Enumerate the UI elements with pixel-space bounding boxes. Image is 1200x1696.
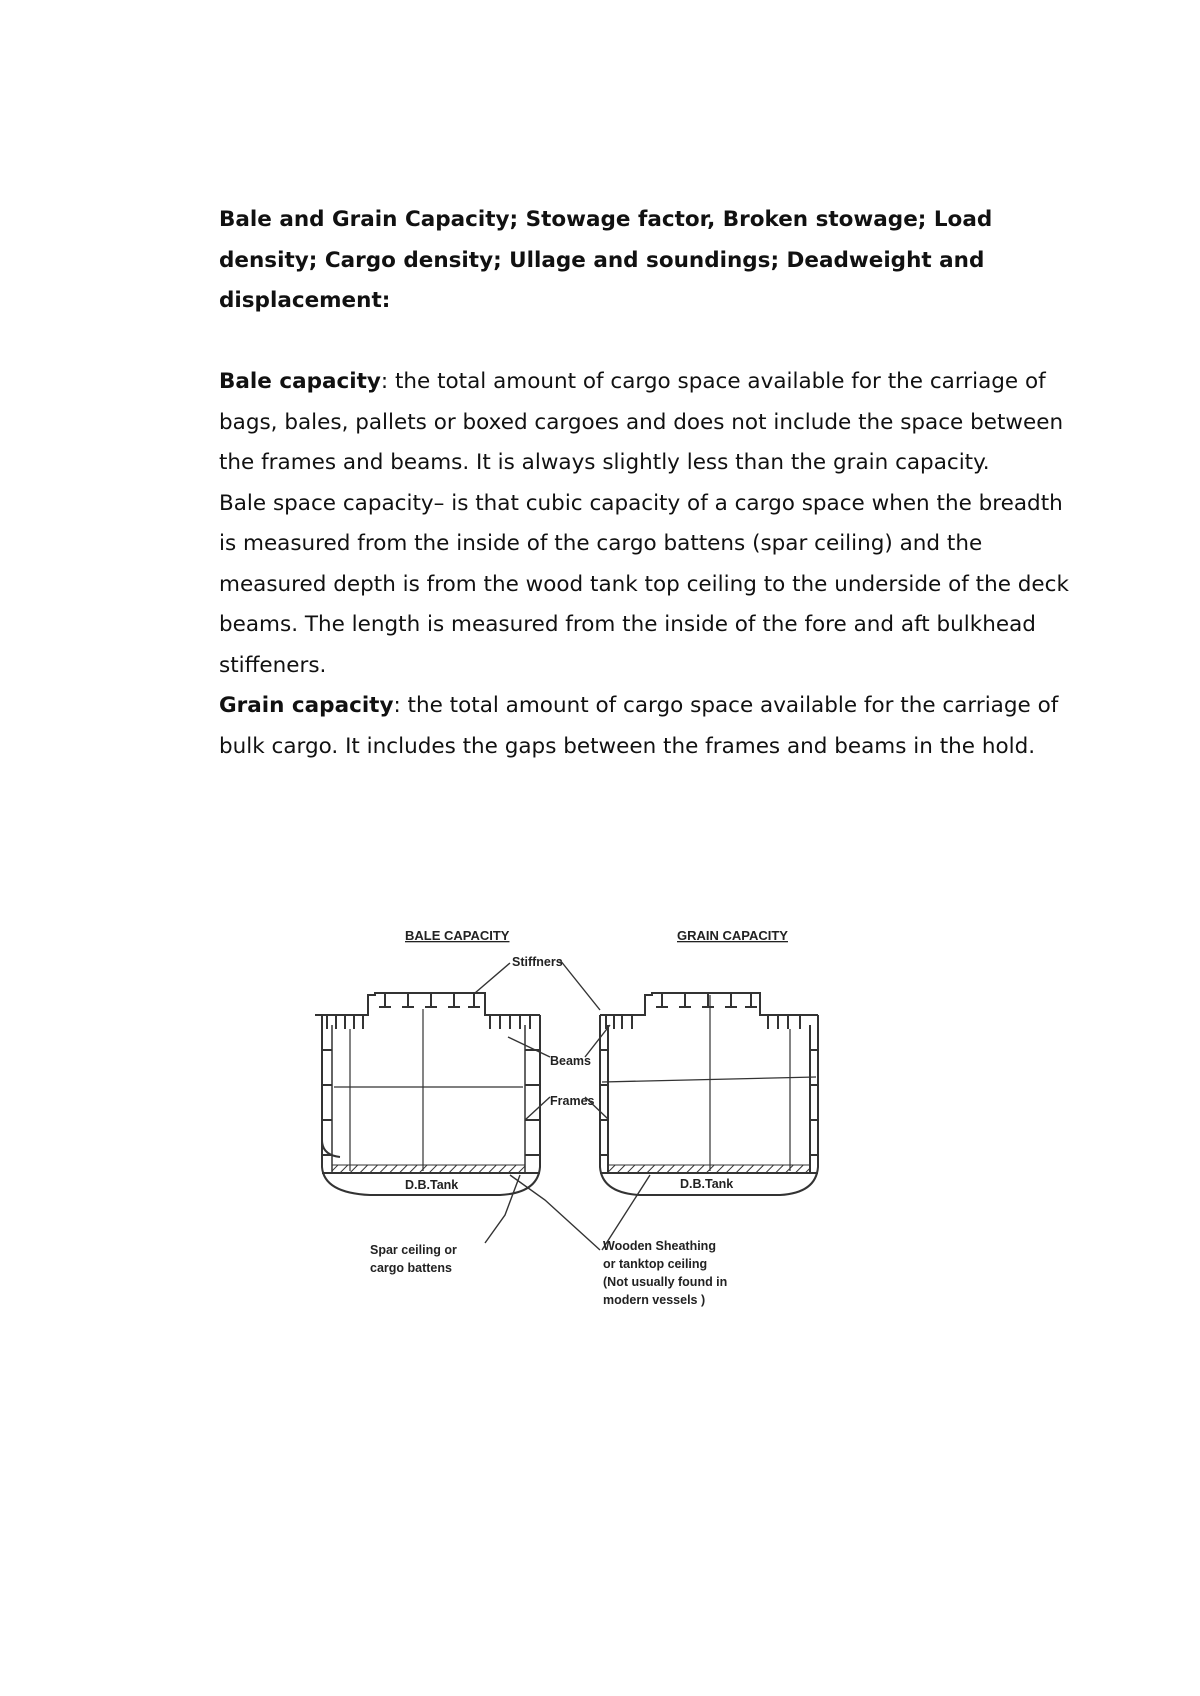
document-heading: Bale and Grain Capacity; Stowage factor, Broken stowage; Load density; Cargo density; Ullage and soundings; Deadweight and displacement: [219, 207, 993, 313]
grain-capacity-definition: : the total amount of cargo space available for the carriage of bulk cargo. It includes the gaps between the frames and beams in the hold. [219, 693, 1059, 759]
frames-label: Frames [550, 1094, 595, 1108]
bale-db-tank-label: D.B.Tank [405, 1178, 459, 1192]
grain-capacity-term: Grain capacity [219, 693, 394, 718]
wooden-sheathing-label-line1: Wooden Sheathing [603, 1239, 716, 1253]
bale-capacity-paragraph [219, 362, 1079, 484]
bale-capacity-title: BALE CAPACITY [405, 928, 510, 943]
stiffeners-label: Stiffners [512, 955, 563, 969]
wooden-sheathing-label-line3: (Not usually found in [603, 1275, 728, 1289]
bale-space-capacity-paragraph: Bale space capacity– is that cubic capacity of a cargo space when the breadth is measured from the inside of the cargo battens (spar ceiling) and the measured depth is from the wood tank top ceiling to the underside of the deck beams. The length is measured from the inside of the fore and aft bulkhead stiffeners. [219, 490, 1069, 678]
wooden-sheathing-label-line4: modern vessels ) [603, 1293, 706, 1307]
wooden-sheathing-label-line2: or tanktop ceiling [603, 1257, 708, 1271]
beams-label: Beams [550, 1054, 591, 1068]
bale-capacity-definition: : the total amount of cargo space available for the carriage of bags, bales, pallets or boxed cargoes and does not include the space between the frames and beams. It is always slightly less than the grain capacity. [219, 369, 1064, 475]
grain-tank-top-sheathing [608, 1165, 810, 1173]
bale-capacity-term: Bale capacity [219, 369, 381, 394]
grain-db-tank-label: D.B.Tank [680, 1177, 734, 1191]
document-body [219, 362, 1079, 767]
bale-tank-top-sheathing [332, 1165, 525, 1173]
grain-capacity-title: GRAIN CAPACITY [677, 928, 788, 943]
capacity-diagram [310, 925, 880, 1345]
spar-ceiling-label-line2: cargo battens [370, 1261, 452, 1275]
spar-ceiling-label-line1: Spar ceiling or [370, 1243, 457, 1257]
capacity-diagram-svg [310, 925, 880, 1345]
grain-capacity-paragraph [219, 686, 1079, 767]
